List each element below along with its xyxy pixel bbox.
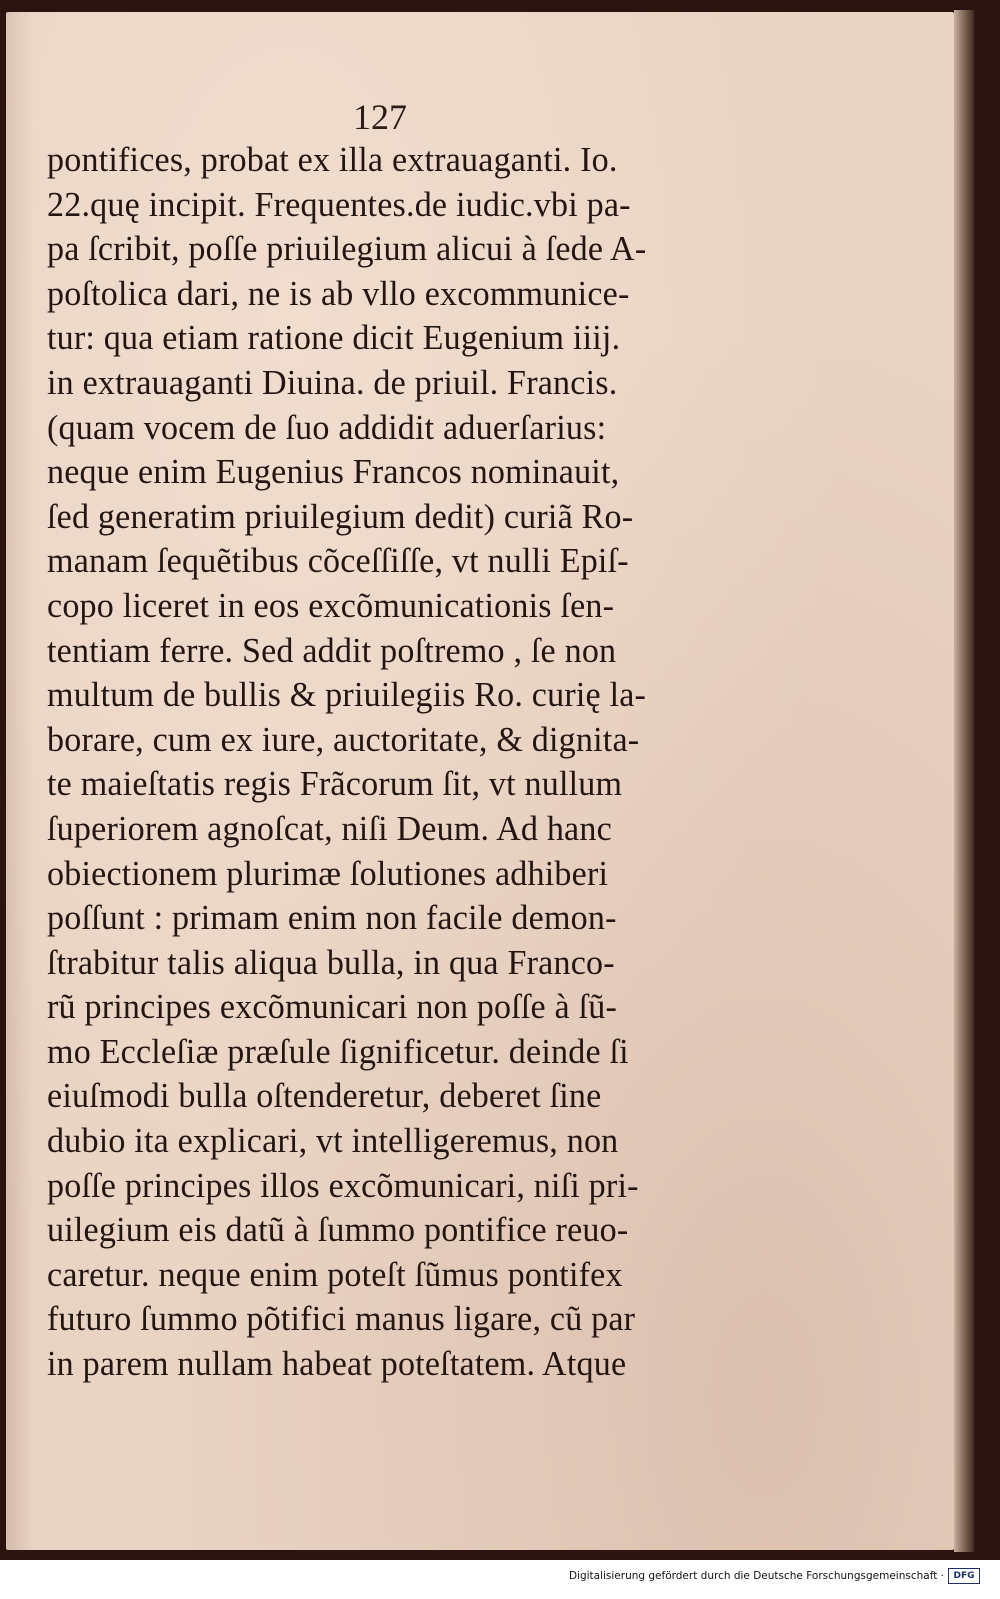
text-line: neque enim Eugenius Francos nominauit,	[47, 452, 620, 492]
text-line: poſtolica dari, ne is ab vllo excommunice-	[47, 273, 630, 313]
footer-credit: Digitalisierung gefördert durch die Deutsche Forschungsgemeinschaft ·	[568, 1570, 944, 1582]
text-line: ſuperiorem agnoſcat, niſi Deum. Ad hanc	[47, 808, 612, 848]
text-line: pa ſcribit, poſſe priuilegium alicui à ſede A-	[47, 229, 647, 269]
text-line: te maieſtatis regis Frãcorum ſit, vt nullum	[47, 764, 623, 804]
text-line: obiectionem plurimæ ſolutiones adhiberi	[47, 853, 609, 893]
footer	[0, 1560, 1000, 1599]
text-line: (quam vocem de ſuo addidit aduerſarius:	[47, 407, 607, 447]
text-line: multum de bullis & priuilegiis Ro. curię la-	[47, 675, 647, 715]
text-line: caretur. neque enim poteſt ſũmus pontifex	[47, 1254, 623, 1294]
text-line: manam ſequẽtibus cõceſſiſſe, vt nulli Epiſ-	[47, 541, 629, 581]
page-edge	[954, 10, 974, 1552]
text-line: rũ principes excõmunicari non poſſe à ſũ-	[47, 987, 618, 1027]
text-line: in extrauaganti Diuina. de priuil. Francis.	[47, 362, 618, 402]
text-line: mo Eccleſiæ præſule ſignificetur. deinde ſi	[47, 1031, 629, 1071]
text-line: ſed generatim priuilegium dedit) curiã Ro-	[47, 496, 634, 536]
text-line: futuro ſummo põtifici manus ligare, cũ par	[47, 1299, 636, 1339]
text-line: eiuſmodi bulla oſtenderetur, deberet ſine	[47, 1076, 602, 1116]
text-line: dubio ita explicari, vt intelligeremus, non	[47, 1121, 619, 1161]
page-number: 127	[353, 97, 407, 137]
body-text	[47, 138, 727, 1387]
text-line: in parem nullam habeat poteſtatem. Atque	[47, 1344, 627, 1384]
text-line: borare, cum ex iure, auctoritate, & dignita-	[47, 719, 640, 759]
text-line: poſſunt : primam enim non facile demon-	[47, 898, 617, 938]
text-line: uilegium eis datũ à ſummo pontifice reuo-	[47, 1210, 629, 1250]
text-line: ſtrabitur talis aliqua bulla, in qua Franco-	[47, 942, 615, 982]
dfg-logo-icon: DFG	[948, 1568, 980, 1584]
text-line: copo liceret in eos excõmunicationis ſen-	[47, 585, 615, 625]
text-line: 22.quę incipit. Frequentes.de iudic.vbi pa-	[47, 184, 631, 224]
text-line: tur: qua etiam ratione dicit Eugenium iiij.	[47, 318, 621, 358]
text-line: poſſe principes illos excõmunicari, niſi pri-	[47, 1165, 639, 1205]
text-line: tentiam ferre. Sed addit poſtremo , ſe non	[47, 630, 617, 670]
text-line: pontifices, probat ex illa extrauaganti. Io.	[47, 140, 618, 179]
